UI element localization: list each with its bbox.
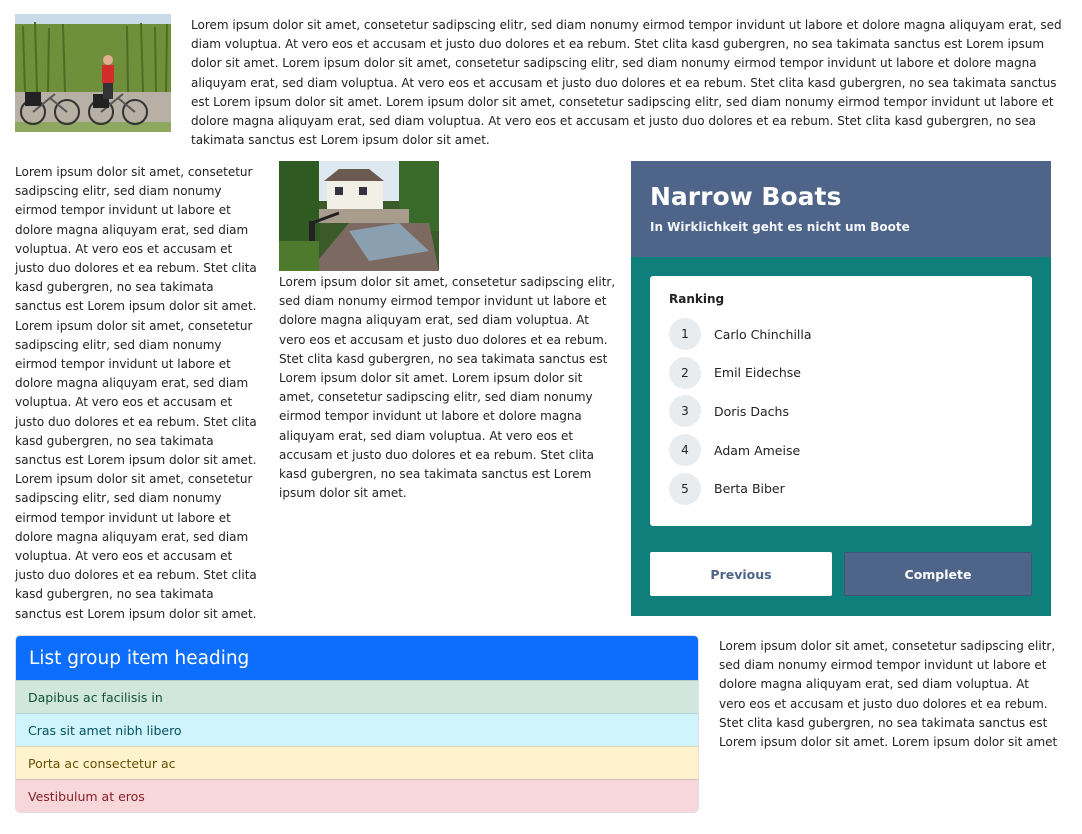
rank-item-label: Emil Eidechse xyxy=(714,365,801,381)
complete-button[interactable]: Complete xyxy=(844,552,1032,596)
ranking-question xyxy=(650,276,1032,526)
ranking-question-title: Ranking xyxy=(669,292,725,306)
list-group-item-warning[interactable]: Porta ac consectetur ac xyxy=(16,746,698,779)
cyclists-photo xyxy=(15,14,171,132)
ranking-item[interactable] xyxy=(669,431,1013,470)
ranking-item[interactable] xyxy=(669,315,1013,354)
survey-panel xyxy=(631,161,1051,616)
list-group-heading[interactable]: List group item heading xyxy=(16,636,698,680)
rank-item-label: Carlo Chinchilla xyxy=(714,326,812,342)
survey-subtitle: In Wirklichkeit geht es nicht um Boote xyxy=(650,220,910,234)
rank-number: 3 xyxy=(669,395,701,427)
rank-number: 2 xyxy=(669,357,701,389)
rank-item-label: Doris Dachs xyxy=(714,403,789,419)
rank-number: 5 xyxy=(669,473,701,505)
list-group-item-success[interactable]: Dapibus ac facilisis in xyxy=(16,680,698,713)
survey-title: Narrow Boats xyxy=(650,182,842,211)
previous-button[interactable]: Previous xyxy=(650,552,832,596)
rank-number: 1 xyxy=(669,318,701,350)
left-column-paragraph: Lorem ipsum dolor sit amet, consetetur sadipscing elitr, sed diam nonumy eirmod tempor invidunt ut labore et dolore magna aliquyam erat, sed diam voluptua. At vero eos et accusam et justo duo dolores et ea rebum. Stet clita kasd gubergren, no sea takimata sanctus est Lorem ipsum dolor sit amet. Lorem ipsum dolor sit amet, consetetur sadipscing elitr, sed diam nonumy eirmod tempor invidunt ut labore et dolore magna aliquyam erat, sed diam voluptua. At vero eos et accusam et justo duo dolores et ea rebum. Stet clita kasd gubergren, no sea takimata sanctus est Lorem ipsum dolor sit amet. Lorem ipsum dolor sit amet, consetetur sadipscing elitr, sed diam nonumy eirmod tempor invidunt ut labore et dolore magna aliquyam erat, sed diam voluptua. At vero eos et accusam et justo duo dolores et ea rebum. Stet clita kasd gubergren, no sea takimata sanctus est Lorem ipsum dolor sit amet. xyxy=(15,165,257,621)
canal-lock-photo xyxy=(279,161,439,271)
intro-paragraph: Lorem ipsum dolor sit amet, consetetur sadipscing elitr, sed diam nonumy eirmod tempor invidunt ut labore et dolore magna aliquyam erat, sed diam voluptua. At vero eos et accusam et justo duo dolores et ea rebum. Stet clita kasd gubergren, no sea takimata sanctus est Lorem ipsum dolor sit amet. Lorem ipsum dolor sit amet, consetetur sadipscing elitr, sed diam nonumy eirmod tempor invidunt ut labore et dolore magna aliquyam erat, sed diam voluptua. At vero eos et accusam et justo duo dolores et ea rebum. Stet clita kasd gubergren, no sea takimata sanctus est Lorem ipsum dolor sit amet. Lorem ipsum dolor sit amet, consetetur sadipscing elitr, sed diam nonumy eirmod tempor invidunt ut labore et dolore magna aliquyam erat, sed diam voluptua. At vero eos et accusam et justo duo dolores et ea rebum. Stet clita kasd gubergren, no sea takimata sanctus est Lorem ipsum dolor sit amet. xyxy=(191,18,1062,148)
rank-item-label: Berta Biber xyxy=(714,481,785,497)
survey-header xyxy=(631,161,1051,257)
list-group-item-info[interactable]: Cras sit amet nibh libero xyxy=(16,713,698,746)
bottom-right-paragraph: Lorem ipsum dolor sit amet, consetetur sadipscing elitr, sed diam nonumy eirmod tempor invidunt ut labore et dolore magna aliquyam erat, sed diam voluptua. At vero eos et accusam et justo duo dolores et ea rebum. Stet clita kasd gubergren, no sea takimata sanctus est Lorem ipsum dolor sit amet. Lorem ipsum dolor sit amet xyxy=(719,639,1058,750)
rank-number: 4 xyxy=(669,434,701,466)
middle-column-paragraph: Lorem ipsum dolor sit amet, consetetur sadipscing elitr, sed diam nonumy eirmod tempor invidunt ut labore et dolore magna aliquyam erat, sed diam voluptua. At vero eos et accusam et justo duo dolores et ea rebum. Stet clita kasd gubergren, no sea takimata sanctus est Lorem ipsum dolor sit amet. Lorem ipsum dolor sit amet, consetetur sadipscing elitr, sed diam nonumy eirmod tempor invidunt ut labore et dolore magna aliquyam erat, sed diam voluptua. At vero eos et accusam et justo duo dolores et ea rebum. Stet clita kasd gubergren, no sea takimata sanctus est Lorem ipsum dolor sit amet. xyxy=(279,275,616,501)
ranking-item[interactable] xyxy=(669,354,1013,393)
list-group-item-danger[interactable]: Vestibulum at eros xyxy=(16,779,698,812)
ranking-item[interactable] xyxy=(669,469,1013,508)
ranking-item[interactable] xyxy=(669,392,1013,431)
rank-item-label: Adam Ameise xyxy=(714,442,801,458)
list-group xyxy=(15,635,699,813)
